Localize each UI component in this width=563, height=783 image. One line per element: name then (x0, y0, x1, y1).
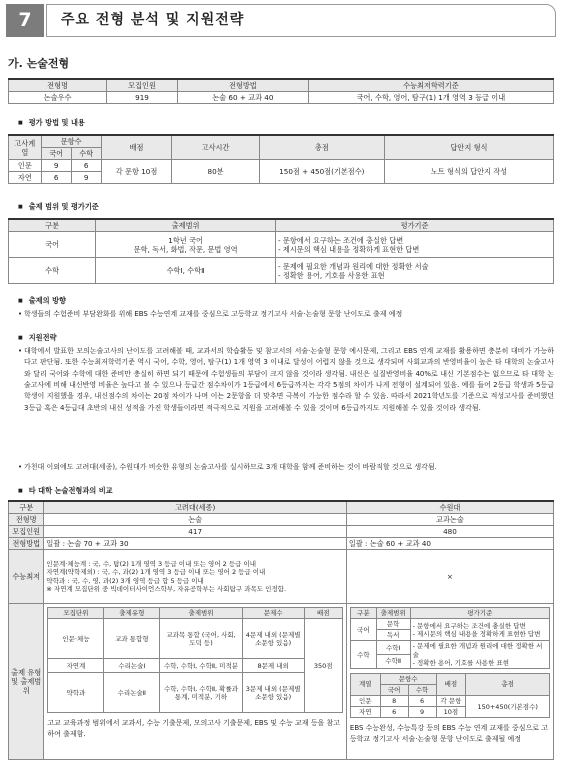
scope-header: 구분 (9, 219, 96, 232)
suwon-eval-cell: 8 (380, 696, 408, 707)
bullet-dot: • (18, 347, 23, 355)
suwon-eval-cell: 6 (380, 707, 408, 718)
eval-cell: 9 (41, 160, 71, 172)
bullet-dot: • (18, 310, 23, 318)
summary-header: 전형방법 (177, 79, 308, 92)
strategy-text-1: 대학에서 발표한 모의논술고사의 난이도를 고려해볼 때, 교과서의 학습활동 및 참고서의 서술·논술형 문항 예시문제, 그리고 EBS 연계 교재를 활용하면 충분히 대비가 가능하다고 판단됨. 또한 수능최저학력기준 역시 국어, 수학, 영어, 탐구(1) 1개 영역 3 이내로 달성이 어렵지 않을 것으로 생각되며 사회교과의 반영비율이 높은 타 대학의 논술고사와 달리 국어와 수학에 대한 준비만 충실히 하면 되기 때문에 수험생들의 부담이 크지 않을 것이라 생각됨. 내신은 실질반영비율 40%로 내신 기본점수는 없으므로 타 대학 논술고사에 비해 내신반영 비율은 높다고 볼 수 있으나 등급간 점수차이가 1등급에서 6등급까지는 각각 5점의 차이가 나게 전형이 설계되어 있음. 예를 들어 2등급 학생과 5등급 학생이 지원했을 경우, 내신점수의 차이는 20점 차이가 나며 이는 2문항을 더 맞추면 극복이 가능한 점수라 할 수 있음. 따라서 2021학년도를 기준으로 적성고사를 준비했던 3등급 혹은 4등급대 초반의 내신 성적을 가진 학생들이라면 적극적으로 지원을 고려해볼 수 있을 것이며 6등급까지도 지원해볼 수 있을 것이라 생각됨. (24, 347, 554, 412)
scope-cell: 수학Ⅰ, 수학Ⅱ (96, 258, 276, 284)
suwon-scope-cell: 수학Ⅱ (376, 655, 410, 669)
chapter-number: 7 (6, 4, 44, 37)
compare-cell (44, 604, 346, 760)
suwon-eval-cell: 각 문항 (436, 696, 466, 707)
eval-cell: 9 (71, 172, 101, 184)
eval-header: 국어 (41, 148, 71, 160)
eval-cell: 자연 (9, 172, 42, 184)
scope-header: 평가기준 (276, 219, 554, 232)
suwon-eval-header: 배점 (436, 673, 466, 695)
summary-header: 모집인원 (107, 79, 178, 92)
suwon-scope-cell: 수학 (350, 641, 376, 668)
korea-exam-cell: 인문·체능 (48, 619, 104, 659)
suwon-crit-line: - 문항에서 요구하는 조건에 충실한 답변 (412, 621, 526, 630)
korea-exam-header: 출제유형 (104, 608, 160, 619)
eval-cell: 6 (71, 160, 101, 172)
compare-cell: 480 (346, 526, 553, 538)
korea-exam-table (47, 607, 342, 713)
chapter-title: 주요 전형 분석 및 지원전략 (46, 4, 556, 37)
suwon-scope-cell: 문학 (376, 619, 410, 630)
summary-table (8, 78, 554, 104)
compare-row-label: 모집인원 (9, 526, 44, 538)
scope-crit-line: - 정확한 용어, 기호를 사용한 표현 (278, 270, 385, 280)
korea-min-line: ※ 자연계 모집단위 중 빅데이터사이언스학부, 자유공학부는 사회탐구 과목도 인정함. (46, 584, 287, 593)
strategy-paragraph-2 (18, 462, 554, 473)
korea-exam-note: 고교 교육과정 범위에서 교과서, 수능 기출문제, 모의고사 기출문제, EBS 및 수능 교재 등을 참고하여 출제함. (47, 719, 341, 738)
suwon-scope-cell (410, 619, 549, 641)
eval-cell: 150점 + 450점(기본점수) (259, 160, 384, 184)
compare-cell: 일괄 : 논술 70 + 교과 30 (44, 538, 346, 550)
korea-exam-cell: 약학과 (48, 673, 104, 713)
scope-cell (96, 232, 276, 258)
korea-exam-cell: 수학, 수학Ⅰ, 수학Ⅱ, 미적분 (160, 659, 242, 673)
eval-table-wrap (8, 134, 554, 184)
compare-header: 고려대(세종) (44, 501, 346, 514)
eval-header: 배점 (101, 135, 172, 160)
bullet-dot: • (18, 463, 23, 471)
scope-table-wrap (8, 218, 554, 284)
scope-range-line: 문학, 독서, 화법, 작문, 문법 영역 (133, 244, 238, 254)
compare-heading: ■ 타 대학 논술전형과의 비교 (18, 486, 113, 495)
suwon-eval-cell: 자연 (350, 707, 380, 718)
suwon-eval-header: 문항수 (380, 673, 436, 684)
suwon-eval-header: 수학 (408, 684, 436, 695)
korea-exam-cell: 수학, 수학Ⅰ, 수학Ⅱ, 확률과통계, 미적분, 기하 (160, 673, 242, 713)
compare-row-label: 출제 유형 및 출제범위 (9, 604, 44, 760)
suwon-scope-table (350, 607, 550, 669)
scope-crit-line: - 문항에서 요구하는 조건에 충실한 답변 (278, 235, 404, 245)
compare-cell: 교과논술 (346, 514, 553, 526)
strategy-heading: ■ 지원전략 (18, 333, 57, 342)
korea-exam-header: 문제수 (242, 608, 304, 619)
direction-text: 학생들의 수험준비 부담완화를 위해 EBS 수능연계 교재를 중심으로 고등학교 정기고사 서술·논술형 문항 난이도로 출제 예정 (24, 310, 403, 318)
eval-table (8, 134, 554, 184)
suwon-eval-cell: 10점 (436, 707, 466, 718)
korea-exam-cell: 8문제 내외 (242, 659, 304, 673)
compare-cell: 일괄 : 논술 60 + 교과 40 (346, 538, 553, 550)
strategy-text-2: 가천대 이외에도 고려대(세종), 수원대가 비슷한 유형의 논술고사를 실시하므로 3개 대학을 함께 준비하는 것이 바람직할 것으로 생각됨. (24, 463, 437, 471)
summary-header: 전형명 (9, 79, 107, 92)
suwon-crit-line: - 정확한 용어, 기호를 사용한 표현 (412, 658, 509, 667)
compare-cell: 417 (44, 526, 346, 538)
suwon-crit-line: - 문제에 필요한 개념과 원리에 대한 정확한 서술 (412, 642, 543, 659)
suwon-eval-table (350, 673, 550, 719)
scope-table (8, 218, 554, 284)
eval-heading: ■ 평가 방법 및 내용 (18, 118, 85, 127)
direction-paragraph (18, 309, 554, 320)
summary-cell: 국어, 수학, 영어, 탐구(1) 1개 영역 3 등급 이내 (308, 92, 553, 104)
scope-crit-line: - 제시문의 핵심 내용을 정확하게 표현한 답변 (278, 244, 420, 254)
suwon-exam-note: EBS 수능완성, 수능특강 등의 EBS 수능 연계 교재를 중심으로 고등학교 정기고사 서술·논술형 문항 난이도로 출제될 예정 (349, 724, 548, 743)
suwon-eval-header: 계열 (350, 673, 380, 695)
scope-range-line: 1학년 국어 (168, 235, 203, 245)
suwon-eval-cell: 150+450(기본점수) (466, 696, 550, 718)
compare-row-label: 수능최저 (9, 550, 44, 604)
summary-header: 수능최저학력기준 (308, 79, 553, 92)
summary-cell: 919 (107, 92, 178, 104)
eval-header: 수학 (71, 148, 101, 160)
compare-row-label: 전형방법 (9, 538, 44, 550)
korea-exam-cell: 350점 (304, 619, 342, 713)
eval-cell: 80분 (172, 160, 259, 184)
scope-cell: 수학 (9, 258, 96, 284)
eval-header: 고사계열 (9, 135, 42, 160)
eval-cell: 노트 형식의 답안지 작성 (385, 160, 554, 184)
suwon-eval-header: 총점 (466, 673, 550, 695)
direction-heading: ■ 출제의 방향 (18, 296, 66, 305)
eval-header: 총점 (259, 135, 384, 160)
suwon-eval-header: 국어 (380, 684, 408, 695)
korea-min-line: 인문계·체능계 : 국, 수, 탐(2) 1개 영역 3 등급 이내 또는 영어 2 등급 이내 (46, 560, 257, 569)
suwon-eval-cell: 9 (408, 707, 436, 718)
eval-cell: 6 (41, 172, 71, 184)
compare-cell: × (346, 550, 553, 604)
compare-header: 수원대 (346, 501, 553, 514)
suwon-scope-cell (410, 641, 549, 668)
compare-cell: 논술 (44, 514, 346, 526)
suwon-scope-cell: 국어 (350, 619, 376, 641)
summary-table-wrap (8, 78, 554, 104)
suwon-eval-cell: 인문 (350, 696, 380, 707)
scope-heading: ■ 출제 범위 및 평가기준 (18, 202, 99, 211)
scope-cell (276, 232, 554, 258)
korea-exam-cell: 자연계 (48, 659, 104, 673)
compare-table-wrap (8, 500, 554, 760)
korea-exam-cell: 교과 통합형 (104, 619, 160, 659)
compare-cell (346, 604, 553, 760)
eval-cell: 인문 (9, 160, 42, 172)
summary-cell: 논술 60 + 교과 40 (177, 92, 308, 104)
scope-header: 출제범위 (96, 219, 276, 232)
compare-row-label: 전형명 (9, 514, 44, 526)
suwon-scope-cell: 수학Ⅰ (376, 641, 410, 655)
strategy-paragraph-1 (18, 346, 554, 414)
eval-cell: 각 문항 10점 (101, 160, 172, 184)
korea-exam-header: 배점 (304, 608, 342, 619)
korea-exam-cell: 수리논술Ⅰ (104, 659, 160, 673)
compare-table (8, 500, 554, 760)
suwon-eval-cell: 6 (408, 696, 436, 707)
korea-exam-cell: 4문제 내외 (문제별 소문항 있음) (242, 619, 304, 659)
korea-min-line: 약학과 : 국, 수, 영, 과(2) 3개 영역 등급 합 5 등급 이내 (46, 576, 204, 585)
suwon-scope-header: 평가기준 (410, 608, 549, 619)
compare-header: 구분 (9, 501, 44, 514)
korea-exam-header: 모집단위 (48, 608, 104, 619)
section-title: 가. 논술전형 (8, 57, 70, 70)
korea-exam-header: 출제범위 (160, 608, 242, 619)
eval-header: 답안지 형식 (385, 135, 554, 160)
summary-cell: 논술우수 (9, 92, 107, 104)
scope-crit-line: - 문제에 필요한 개념과 원리에 대한 정확한 서술 (278, 261, 429, 271)
eval-header: 고사시간 (172, 135, 259, 160)
suwon-scope-cell: 독서 (376, 630, 410, 641)
korea-exam-cell: 3문제 내외 (문제별 소문항 있음) (242, 673, 304, 713)
eval-header: 문항수 (41, 135, 101, 148)
suwon-scope-header: 구분 (350, 608, 376, 619)
korea-min-line: 자연계(약학제외) : 국, 수, 과(2) 1개 영역 3 등급 이내 또는 영어 2 등급 이내 (46, 568, 266, 577)
scope-cell: 국어 (9, 232, 96, 258)
korea-exam-cell: 교과목 통합 (국어, 사회, 도덕 등) (160, 619, 242, 659)
korea-exam-cell: 수리논술Ⅱ (104, 673, 160, 713)
compare-cell (44, 550, 346, 604)
chapter-header (6, 4, 556, 37)
scope-cell (276, 258, 554, 284)
suwon-crit-line: - 제시문의 핵심 내용을 정확하게 표현한 답변 (412, 629, 541, 638)
suwon-scope-header: 출제범위 (376, 608, 410, 619)
